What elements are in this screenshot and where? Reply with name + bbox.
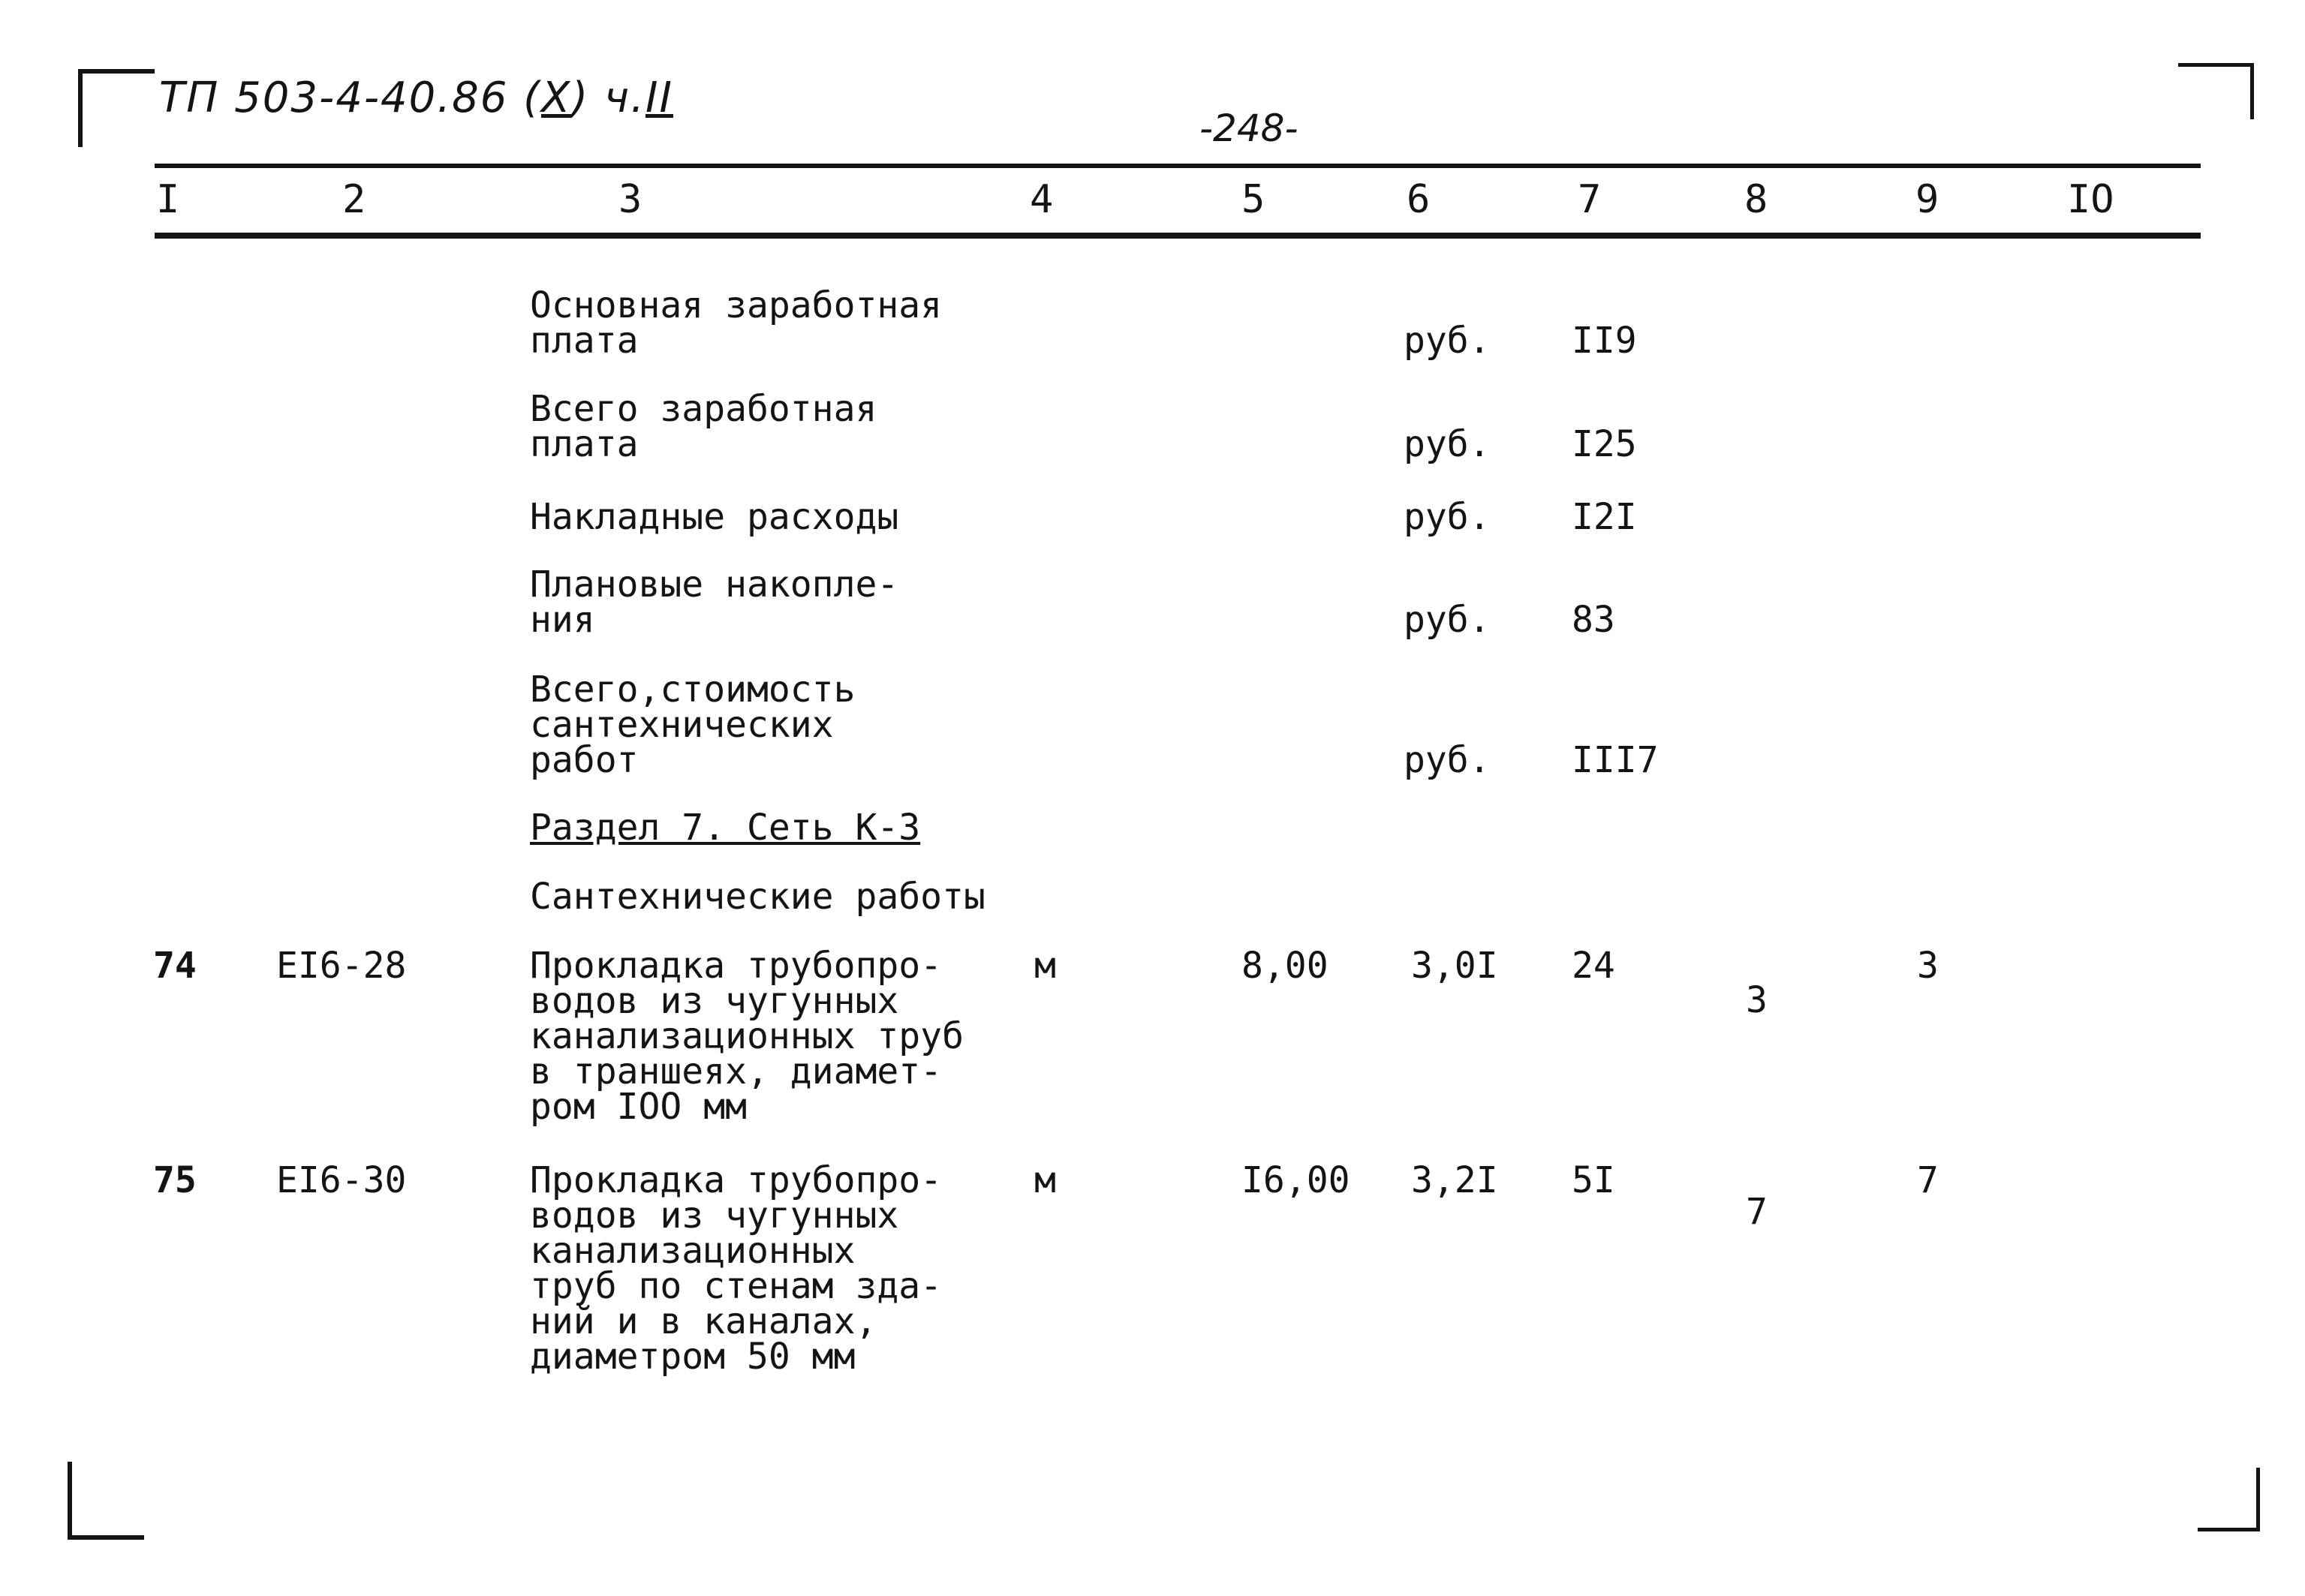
item-description-line: канализационных: [530, 1230, 856, 1272]
item-description-line: ний и в каналах,: [530, 1300, 877, 1342]
summary-row-name-line: плата: [530, 320, 639, 362]
item-description-line: водов из чугунных: [530, 1195, 899, 1237]
item-total: 5I: [1572, 1159, 1615, 1201]
item-quantity: 8,00: [1241, 945, 1329, 987]
summary-row-unit: руб.: [1404, 739, 1491, 781]
item-col8: 7: [1746, 1191, 1768, 1233]
item-unit: м: [1034, 1159, 1056, 1201]
document-code: [159, 74, 673, 122]
header-rule-bottom: [155, 233, 2201, 239]
column-header-8: 8: [1744, 177, 1768, 222]
frame-corner-top-left: [78, 69, 155, 147]
item-description-line: в траншеях, диамет-: [530, 1050, 943, 1093]
item-total: 24: [1572, 945, 1615, 987]
column-header-1: I: [156, 177, 180, 222]
summary-row-unit: руб.: [1404, 599, 1491, 641]
item-col9: 7: [1917, 1159, 1939, 1201]
page-number: -248-: [1199, 107, 1298, 150]
item-description-line: ром IOO мм: [530, 1086, 747, 1128]
summary-row-name-line: Всего,стоимость: [530, 669, 856, 711]
column-header-4: 4: [1030, 177, 1054, 222]
item-unit-price: 3,0I: [1411, 945, 1498, 987]
item-unit-price: 3,2I: [1411, 1159, 1498, 1201]
summary-row-name-line: Всего заработная: [530, 388, 877, 430]
column-header-2: 2: [342, 177, 366, 222]
document-code-part: II: [645, 74, 673, 122]
summary-row-name-line: работ: [530, 739, 639, 781]
item-number: 74: [153, 945, 197, 987]
item-description-line: канализационных труб: [530, 1015, 964, 1057]
item-description: [530, 945, 964, 1128]
item-unit: м: [1034, 945, 1056, 987]
summary-row-name-line: ния: [530, 599, 595, 641]
summary-row-name-line: Плановые накопле-: [530, 564, 899, 606]
summary-row-value: I25: [1572, 423, 1637, 465]
summary-row-name-line: сантехнических: [530, 704, 834, 746]
header-rule-top: [155, 164, 2201, 168]
item-description: [530, 1159, 943, 1378]
summary-row-name: [530, 284, 943, 362]
column-header-7: 7: [1578, 177, 1602, 222]
item-description-line: диаметром 50 мм: [530, 1336, 856, 1378]
document-code-mid: ) ч.: [571, 74, 645, 122]
item-description-line: Прокладка трубопро-: [530, 1159, 943, 1201]
frame-corner-top-right: [2178, 63, 2254, 119]
column-header-10: IO: [2067, 177, 2114, 222]
item-description-line: Прокладка трубопро-: [530, 945, 943, 987]
column-header-6: 6: [1407, 177, 1431, 222]
summary-row-value: I2I: [1572, 496, 1637, 538]
summary-row-name-line: Основная заработная: [530, 284, 943, 326]
summary-row-value: II9: [1572, 320, 1637, 362]
summary-row-unit: руб.: [1404, 320, 1491, 362]
item-quantity: I6,00: [1241, 1159, 1350, 1201]
summary-row-unit: руб.: [1404, 496, 1491, 538]
item-col8: 3: [1746, 979, 1768, 1021]
item-code: EI6-28: [276, 945, 407, 987]
column-header-9: 9: [1915, 177, 1939, 222]
item-description-line: труб по стенам зда-: [530, 1265, 943, 1307]
summary-row-name: [530, 388, 877, 465]
document-code-prefix: ТП 503-4-40.86 (: [159, 74, 542, 122]
item-col9: 3: [1917, 945, 1939, 987]
item-description-line: водов из чугунных: [530, 980, 899, 1022]
summary-row-name-line: плата: [530, 423, 639, 465]
summary-row-value: III7: [1572, 739, 1659, 781]
document-code-volume: Х: [541, 74, 572, 122]
column-header-5: 5: [1241, 177, 1265, 222]
summary-row-name-line: Накладные расходы: [530, 496, 899, 538]
frame-corner-bottom-right: [2198, 1468, 2260, 1531]
section-title: Раздел 7. Сеть К-3: [530, 807, 921, 849]
summary-row-name: [530, 496, 899, 538]
summary-row-value: 83: [1572, 599, 1615, 641]
subsection-title: Сантехнические работы: [530, 876, 985, 918]
item-code: EI6-30: [276, 1159, 407, 1201]
summary-row-name: [530, 669, 856, 781]
summary-row-name: [530, 564, 899, 641]
column-header-3: 3: [618, 177, 642, 222]
summary-row-unit: руб.: [1404, 423, 1491, 465]
item-number: 75: [153, 1159, 197, 1201]
frame-corner-bottom-left: [68, 1462, 144, 1540]
